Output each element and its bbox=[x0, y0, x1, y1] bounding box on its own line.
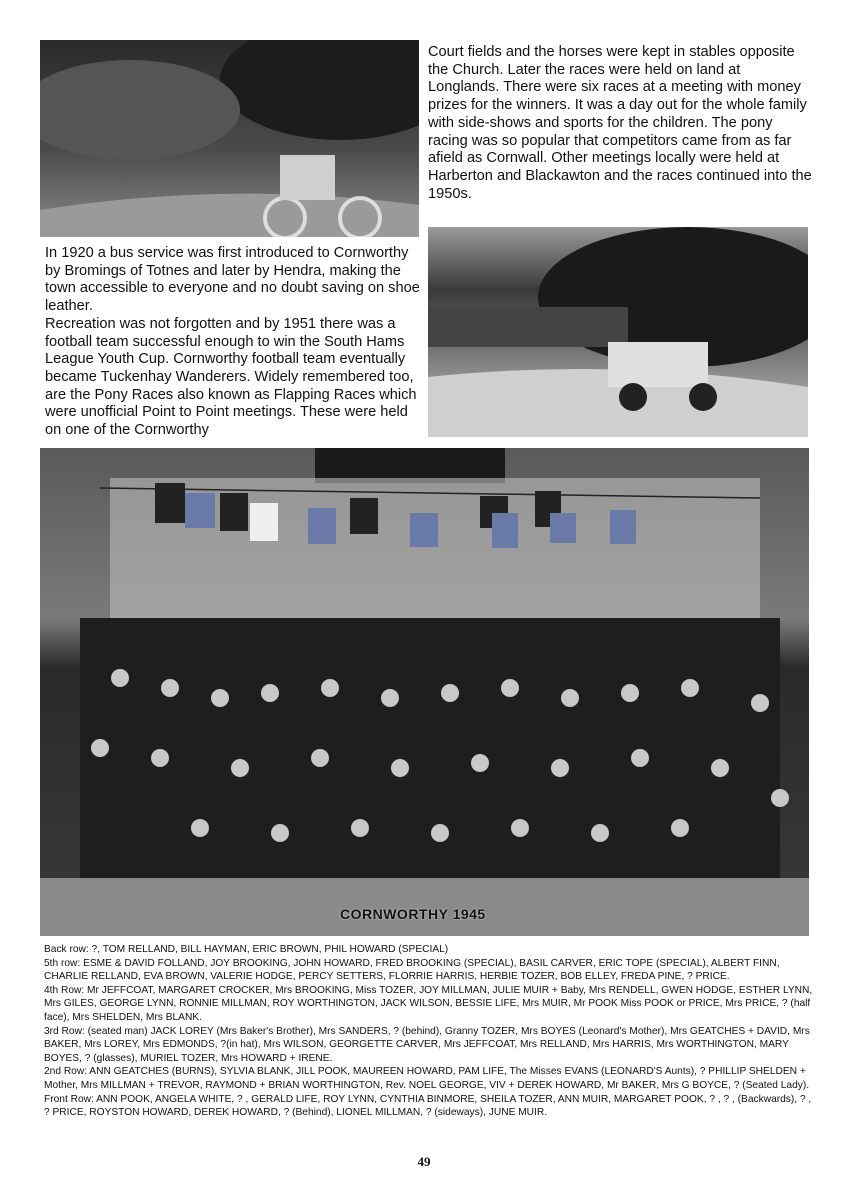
caption-back-row: Back row: ?, TOM RELLAND, BILL HAYMAN, ERIC BROWN, PHIL HOWARD (SPECIAL) bbox=[44, 944, 449, 955]
caption-2nd-row: 2nd Row: ANN GEATCHES (BURNS), SYLVIA BLANK, JILL POOK, MAUREEN HOWARD, PAM LIFE, The Misses EVANS (LEONARD'S Aunts), ? PHILLIP SHELDEN + Mother, Mrs MILLMAN + TREVOR, RAYMOND + BRIAN WORTHINGTON, Rev. NOEL GEORGE, VIV + DEREK HOWARD, Mr BAKER, Mrs G BOYCE, ? (Seated Lady). bbox=[44, 1066, 810, 1091]
top-right-paragraph: Court fields and the horses were kept in stables opposite the Church. Later the races were held on land at Longlands. There were six races at a meeting with money prizes for the winners. It was a day out for the whole family with side-shows and sports for the children. The pony racing was so popular that competitors came from as far afield as Cornwall. Other meetings locally were held at Harberton and Blackawton and the races continued into the 1950s. bbox=[428, 44, 812, 202]
caption-4th-row: 4th Row: Mr JEFFCOAT, MARGARET CROCKER, Mrs BROOKING, Miss TOZER, JOY MILLMAN, JULIE MUIR + Baby, Mrs RENDELL, GWEN HODGE, ESTHER LYNN, Mrs GILES, GEORGE LYNN, RONNIE MILLMAN, ROY WORTHINGTON, JACK WILSON, BESSIE LIFE, Mrs MUIR, Mr POOK Miss POOK or PRICE, Mrs PRICE, ? (half face), Mrs SHELDEN, Mrs BLANK. bbox=[44, 984, 813, 1023]
caption-3rd-row: 3rd Row: (seated man) JACK LOREY (Mrs Baker's Brother), Mrs SANDERS, ? (behind), Granny TOZER, Mrs BOYES (Leonard's Mother), Mrs GEATCHES + DAVID, Mrs BAKER, Mrs LOREY, Mrs EDMONDS, ?(in hat), Mrs WILSON, GEORGETTE CARVER, Mrs JEFFCOAT, Mrs RELLAND, Mrs HARRIS, Mrs WORTHINGTON, MARY BOYES, ? (glasses), MURIEL TOZER, Mrs HOWARD + IRENE. bbox=[44, 1025, 810, 1064]
left-paragraph-bus: In 1920 a bus service was first introduced to Cornworthy by Bromings of Totnes and later by Hendra, making the town accessible to everyone and no doubt saving on shoe leather. bbox=[45, 245, 420, 315]
photo-group-cornworthy-1945 bbox=[40, 448, 809, 936]
caption-front-row: Front Row: ANN POOK, ANGELA WHITE, ? , GERALD LIFE, ROY LYNN, CYNTHIA BINMORE, SHEILA TOZER, ANN MUIR, MARGARET POOK, ? , ? , (Backwards), ? , ? PRICE, ROYSTON HOWARD, DEREK HOWARD, ? (Behind), LIONEL MILLMAN, ? (sideways), JUNE MUIR. bbox=[44, 1093, 812, 1119]
left-paragraph-recreation: Recreation was not forgotten and by 1951 there was a football team successful enough to win the South Hams League Youth Cup. Cornworthy football team eventually became Tuckenhay Wanderers. Widely remembered too, are the Pony Races also known as Flapping Races which were unofficial Point to Point meetings. These were held on one of the Cornworthy bbox=[45, 315, 417, 439]
page-number: 49 bbox=[417, 1154, 431, 1169]
left-text bbox=[45, 245, 425, 440]
caption-5th-row: 5th row: ESME & DAVID FOLLAND, JOY BROOKING, JOHN HOWARD, FRED BROOKING (SPECIAL), BASIL CARVER, ERIC TOPE (SPECIAL), ALBERT FINN, CHARLIE RELLAND, EVA BROWN, VALERIE HODGE, PERCY SETTERS, FLORRIE HARRIS, HERBIE TOZER, BOB ELLEY, FREDA PINE, ? PRICE. bbox=[44, 957, 780, 983]
caption-list bbox=[44, 943, 814, 1120]
top-right-text bbox=[428, 44, 813, 203]
group-photo-caption: CORNWORTHY 1945 bbox=[340, 906, 486, 922]
photo-car-race bbox=[428, 227, 808, 437]
photo-motorcycle-race bbox=[40, 40, 419, 237]
